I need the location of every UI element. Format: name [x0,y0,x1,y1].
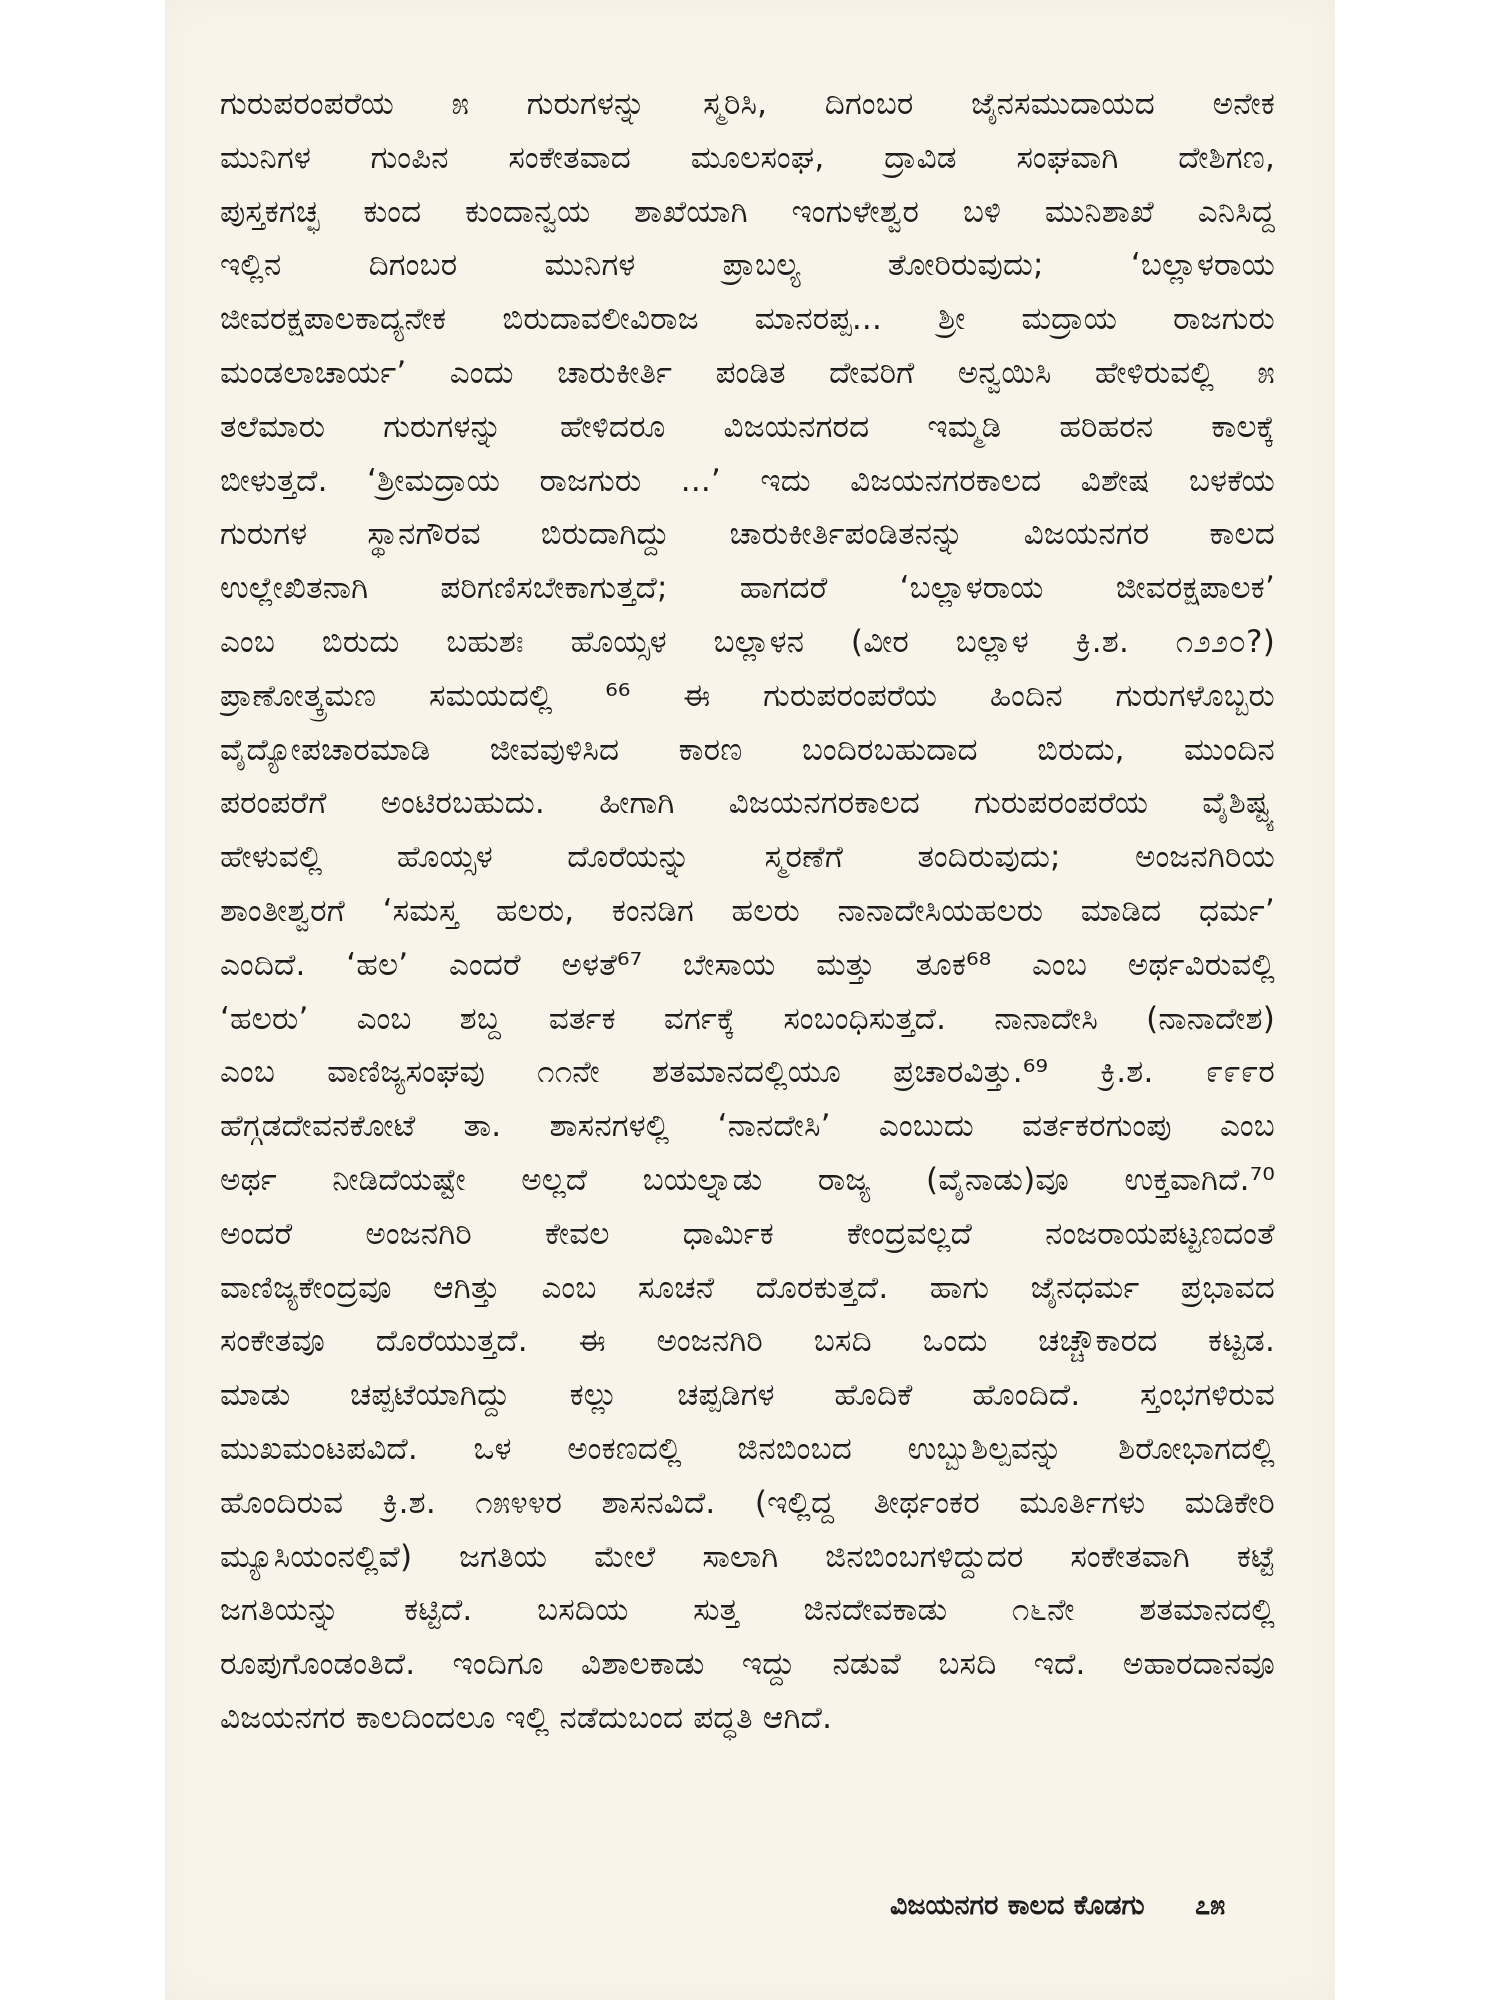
text-line: ಮಾಡು ಚಪ್ಪಟೆಯಾಗಿದ್ದು ಕಲ್ಲು ಚಪ್ಪಡಿಗಳ ಹೊದಿಕೆ ಹೊಂದಿದೆ. ಸ್ತಂಭಗಳಿರುವ [220,1377,1275,1414]
text-line: ಶಾಂತೀಶ್ವರಗೆ ‘ಸಮಸ್ತ ಹಲರು, ಕಂನಡಿಗ ಹಲರು ನಾನಾದೇಸಿಯಹಲರು ಮಾಡಿದ ಧರ್ಮ’ [220,892,1275,929]
body-text [220,78,1275,1746]
text-line: ಪುಸ್ತಕಗಚ್ಛ ಕುಂದ ಕುಂದಾನ್ವಯ ಶಾಖೆಯಾಗಿ ಇಂಗುಳೇಶ್ವರ ಬಳಿ ಮುನಿಶಾಖೆ ಎನಿಸಿದ್ದ [220,193,1275,230]
page-footer [165,1890,1335,1930]
text-line: ಗುರುಗಳ ಸ್ಥಾನಗೌರವ ಬಿರುದಾಗಿದ್ದು ಚಾರುಕೀರ್ತಿಪಂಡಿತನನ್ನು ವಿಜಯನಗರ ಕಾಲದ [220,516,1275,553]
text-line: ಮುಖಮಂಟಪವಿದೆ. ಒಳ ಅಂಕಣದಲ್ಲಿ ಜಿನಬಿಂಬದ ಉಬ್ಬುಶಿಲ್ಪವನ್ನು ಶಿರೋಭಾಗದಲ್ಲಿ [220,1430,1275,1467]
text-line: ಪರಂಪರೆಗೆ ಅಂಟಿರಬಹುದು. ಹೀಗಾಗಿ ವಿಜಯನಗರಕಾಲದ ಗುರುಪರಂಪರೆಯ ವೈಶಿಷ್ಟ್ಯ [220,785,1275,822]
text-line: ಹೊಂದಿರುವ ಕ್ರಿ.ಶ. ೧೫೪೪ರ ಶಾಸನವಿದೆ. (ಇಲ್ಲಿದ್ದ ತೀರ್ಥಂಕರ ಮೂರ್ತಿಗಳು ಮಡಿಕೇರಿ [220,1484,1275,1521]
text-line: ಸಂಕೇತವೂ ದೊರೆಯುತ್ತದೆ. ಈ ಅಂಜನಗಿರಿ ಬಸದಿ ಒಂದು ಚಚ್ಚೌಕಾರದ ಕಟ್ಟಡ. [220,1323,1275,1360]
text-line: ವಾಣಿಜ್ಯಕೇಂದ್ರವೂ ಆಗಿತ್ತು ಎಂಬ ಸೂಚನೆ ದೊರಕುತ್ತದೆ. ಹಾಗು ಜೈನಧರ್ಮ ಪ್ರಭಾವದ [220,1269,1275,1306]
text-line: ವಿಜಯನಗರ ಕಾಲದಿಂದಲೂ ಇಲ್ಲಿ ನಡೆದುಬಂದ ಪದ್ಧತಿ ಆಗಿದೆ. [220,1699,833,1736]
text-line: ತಲೆಮಾರು ಗುರುಗಳನ್ನು ಹೇಳಿದರೂ ವಿಜಯನಗರದ ಇಮ್ಮಡಿ ಹರಿಹರನ ಕಾಲಕ್ಕೆ [220,408,1275,445]
book-page [165,0,1335,2000]
text-line: ಅಂದರೆ ಅಂಜನಗಿರಿ ಕೇವಲ ಧಾರ್ಮಿಕ ಕೇಂದ್ರವಲ್ಲದೆ ನಂಜರಾಯಪಟ್ಟಣದಂತೆ [220,1215,1275,1252]
text-line: ಪ್ರಾಣೋತ್ಕ್ರಮಣ ಸಮಯದಲ್ಲಿ ⁶⁶ ಈ ಗುರುಪರಂಪರೆಯ ಹಿಂದಿನ ಗುರುಗಳೊಬ್ಬರು [220,677,1275,714]
text-line: ಜಗತಿಯನ್ನು ಕಟ್ಟಿದೆ. ಬಸದಿಯ ಸುತ್ತ ಜಿನದೇವಕಾಡು ೧೬ನೇ ಶತಮಾನದಲ್ಲಿ [220,1592,1275,1629]
text-line: ರೂಪುಗೊಂಡಂತಿದೆ. ಇಂದಿಗೂ ವಿಶಾಲಕಾಡು ಇದ್ದು ನಡುವೆ ಬಸದಿ ಇದೆ. ಅಹಾರದಾನವೂ [220,1646,1275,1683]
text-line: ಗುರುಪರಂಪರೆಯ ೫ ಗುರುಗಳನ್ನು ಸ್ಮರಿಸಿ, ದಿಗಂಬರ ಜೈನಸಮುದಾಯದ ಅನೇಕ [220,86,1275,122]
text-line: ಹೇಳುವಲ್ಲಿ ಹೊಯ್ಸಳ ದೊರೆಯನ್ನು ಸ್ಮರಣೆಗೆ ತಂದಿರುವುದು; ಅಂಜನಗಿರಿಯ [220,839,1275,876]
text-line: ಎಂಬ ವಾಣಿಜ್ಯಸಂಘವು ೧೧ನೇ ಶತಮಾನದಲ್ಲಿಯೂ ಪ್ರಚಾರವಿತ್ತು.⁶⁹ ಕ್ರಿ.ಶ. ೯೯೯ರ [220,1054,1275,1091]
text-line: ವೈದ್ಯೋಪಚಾರಮಾಡಿ ಜೀವವುಳಿಸಿದ ಕಾರಣ ಬಂದಿರಬಹುದಾದ ಬಿರುದು, ಮುಂದಿನ [220,731,1275,768]
text-line: ಎಂಬ ಬಿರುದು ಬಹುಶಃ ಹೊಯ್ಸಳ ಬಲ್ಲಾಳನ (ವೀರ ಬಲ್ಲಾಳ ಕ್ರಿ.ಶ. ೧೨೨೦?) [220,623,1275,660]
text-line: ಎಂದಿದೆ. ‘ಹಲ’ ಎಂದರೆ ಅಳತೆ⁶⁷ ಬೇಸಾಯ ಮತ್ತು ತೂಕ⁶⁸ ಎಂಬ ಅರ್ಥವಿರುವಲ್ಲಿ [220,946,1275,983]
text-line: ಮ್ಯೂಸಿಯಂನಲ್ಲಿವೆ) ಜಗತಿಯ ಮೇಲೆ ಸಾಲಾಗಿ ಜಿನಬಿಂಬಗಳಿದ್ದುದರ ಸಂಕೇತವಾಗಿ ಕಟ್ಟೆ [220,1538,1275,1575]
text-line: ಬೀಳುತ್ತದೆ. ‘ಶ್ರೀಮದ್ರಾಯ ರಾಜಗುರು ...’ ಇದು ವಿಜಯನಗರಕಾಲದ ವಿಶೇಷ ಬಳಕೆಯ [220,462,1275,499]
text-line: ಉಲ್ಲೇಖಿತನಾಗಿ ಪರಿಗಣಿಸಬೇಕಾಗುತ್ತದೆ; ಹಾಗದರೆ ‘ಬಲ್ಲಾಳರಾಯ ಜೀವರಕ್ಷಪಾಲಕ’ [220,570,1275,607]
text-line: ಮಂಡಲಾಚಾರ್ಯ’ ಎಂದು ಚಾರುಕೀರ್ತಿ ಪಂಡಿತ ದೇವರಿಗೆ ಅನ್ವಯಿಸಿ ಹೇಳಿರುವಲ್ಲಿ ೫ [220,354,1275,391]
text-line: ಇಲ್ಲಿನ ದಿಗಂಬರ ಮುನಿಗಳ ಪ್ರಾಬಲ್ಯ ತೋರಿರುವುದು; ‘ಬಲ್ಲಾಳರಾಯ [220,247,1275,284]
text-line: ಹೆಗ್ಗಡದೇವನಕೋಟೆ ತಾ. ಶಾಸನಗಳಲ್ಲಿ ‘ನಾನದೇಸಿ’ ಎಂಬುದು ವರ್ತಕರಗುಂಪು ಎಂಬ [220,1108,1275,1145]
text-line: ಜೀವರಕ್ಷಪಾಲಕಾದ್ಯನೇಕ ಬಿರುದಾವಲೀವಿರಾಜ ಮಾನರಪ್ಪ... ಶ್ರೀ ಮದ್ರಾಯ ರಾಜಗುರು [220,301,1275,338]
running-title: ವಿಜಯನಗರ ಕಾಲದ ಕೊಡಗು [890,1890,1145,1921]
page-number: ೭೫ [1195,1890,1226,1921]
text-line: ಮುನಿಗಳ ಗುಂಪಿನ ಸಂಕೇತವಾದ ಮೂಲಸಂಘ, ದ್ರಾವಿಡ ಸಂಘವಾಗಿ ದೇಶಿಗಣ, [220,139,1275,176]
text-line: ಅರ್ಥ ನೀಡಿದೆಯಷ್ಟೇ ಅಲ್ಲದೆ ಬಯಲ್ನಾಡು ರಾಜ್ಯ (ವೈನಾಡು)ವೂ ಉಕ್ತವಾಗಿದೆ.⁷⁰ [220,1161,1275,1198]
text-line: ‘ಹಲರು’ ಎಂಬ ಶಬ್ದ ವರ್ತಕ ವರ್ಗಕ್ಕೆ ಸಂಬಂಧಿಸುತ್ತದೆ. ನಾನಾದೇಸಿ (ನಾನಾದೇಶ) [220,1000,1275,1037]
